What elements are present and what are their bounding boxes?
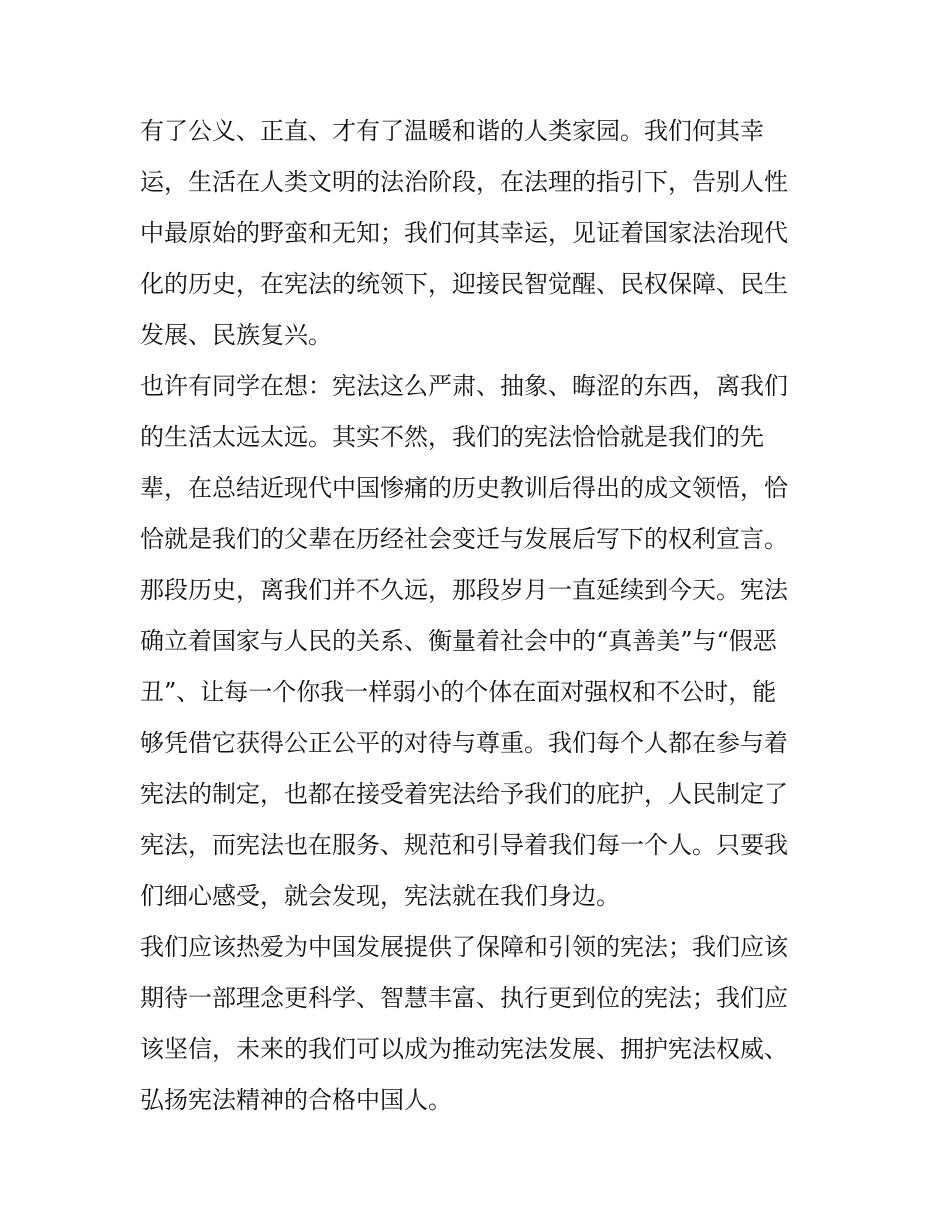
text-line: 宪法，而宪法也在服务、规范和引导着我们每一个人。只要我 <box>140 831 788 859</box>
text-line: 有了公义、正直、才有了温暖和谐的人类家园。我们何其幸 <box>140 117 764 145</box>
text-line: 们细心感受，就会发现，宪法就在我们身边。 <box>140 882 620 910</box>
text-line: 够凭借它获得公正公平的对待与尊重。我们每个人都在参与着 <box>140 729 788 757</box>
text-line: 发展、民族复兴。 <box>140 321 332 349</box>
text-line: 恰就是我们的父辈在历经社会变迁与发展后写下的权利宣言。 <box>140 525 788 553</box>
paragraph-3 <box>140 922 812 1126</box>
text-line: 期待一部理念更科学、智慧丰富、执行更到位的宪法；我们应 <box>140 984 788 1012</box>
text-line: 我们应该热爱为中国发展提供了保障和引领的宪法；我们应该 <box>140 933 788 961</box>
text-line: 的生活太远太远。其实不然，我们的宪法恰恰就是我们的先 <box>140 423 764 451</box>
text-line: 弘扬宪法精神的合格中国人。 <box>140 1086 452 1114</box>
text-line: 该坚信，未来的我们可以成为推动宪法发展、拥护宪法权威、 <box>140 1035 788 1063</box>
paragraph-2 <box>140 361 812 922</box>
text-line: 丑”、让每一个你我一样弱小的个体在面对强权和不公时，能 <box>140 678 777 706</box>
paragraph-1 <box>140 106 812 361</box>
text-line: 确立着国家与人民的关系、衡量着社会中的“真善美”与“假恶 <box>140 627 777 655</box>
text-line: 化的历史，在宪法的统领下，迎接民智觉醒、民权保障、民生 <box>140 270 788 298</box>
text-line: 中最原始的野蛮和无知；我们何其幸运，见证着国家法治现代 <box>140 219 788 247</box>
text-line: 也许有同学在想：宪法这么严肃、抽象、晦涩的东西，离我们 <box>140 372 788 400</box>
text-line: 辈，在总结近现代中国惨痛的历史教训后得出的成文领悟，恰 <box>140 474 788 502</box>
text-line: 运，生活在人类文明的法治阶段，在法理的指引下，告别人性 <box>140 168 788 196</box>
document-body <box>140 106 812 1126</box>
text-line: 宪法的制定，也都在接受着宪法给予我们的庇护，人民制定了 <box>140 780 788 808</box>
text-line: 那段历史，离我们并不久远，那段岁月一直延续到今天。宪法 <box>140 576 788 604</box>
